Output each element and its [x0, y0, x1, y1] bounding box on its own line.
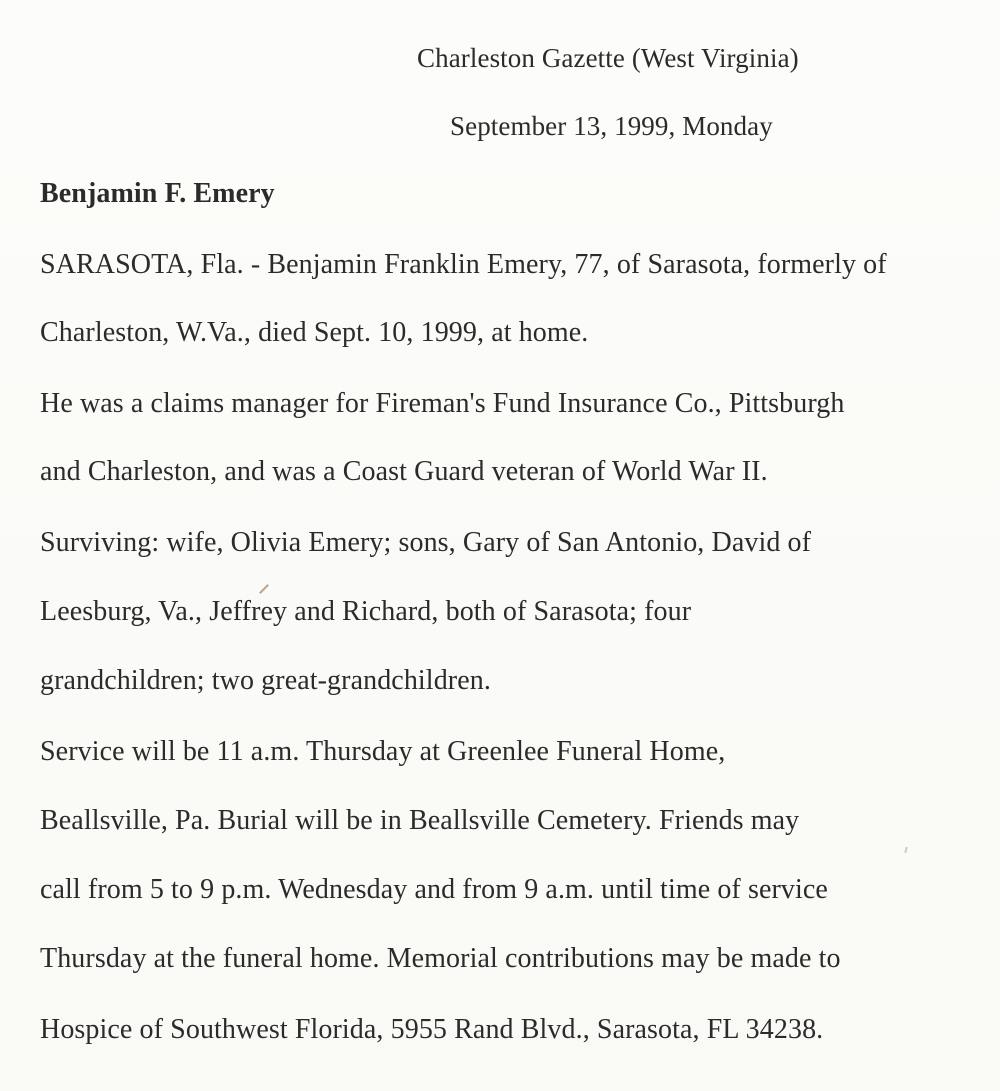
- obituary-line-3: He was a claims manager for Fireman's Fund Insurance Co., Pittsburgh: [40, 388, 845, 419]
- obituary-line-11: Thursday at the funeral home. Memorial contributions may be made to: [40, 943, 841, 974]
- publication-date: September 13, 1999, Monday: [450, 111, 773, 141]
- obituary-line-8: Service will be 11 a.m. Thursday at Greenlee Funeral Home,: [40, 736, 726, 767]
- obituary-line-6: Leesburg, Va., Jeffrey and Richard, both of Sarasota; four: [40, 596, 692, 627]
- obituary-line-7: grandchildren; two great-grandchildren.: [40, 665, 491, 696]
- obituary-line-1: SARASOTA, Fla. - Benjamin Franklin Emery, 77, of Sarasota, formerly of: [40, 249, 887, 280]
- paper-speck-mark: [904, 847, 907, 853]
- obituary-line-12: Hospice of Southwest Florida, 5955 Rand Blvd., Sarasota, FL 34238.: [40, 1014, 824, 1045]
- obituary-title: Benjamin F. Emery: [40, 178, 275, 209]
- obituary-line-5: Surviving: wife, Olivia Emery; sons, Gary of San Antonio, David of: [40, 527, 812, 558]
- paper-scratch-mark: [259, 584, 269, 594]
- obituary-line-2: Charleston, W.Va., died Sept. 10, 1999, at home.: [40, 317, 589, 348]
- obituary-line-9: Beallsville, Pa. Burial will be in Beallsville Cemetery. Friends may: [40, 805, 800, 836]
- obituary-line-4: and Charleston, and was a Coast Guard veteran of World War II.: [40, 456, 768, 487]
- publication-name: Charleston Gazette (West Virginia): [417, 43, 799, 73]
- obituary-line-10: call from 5 to 9 p.m. Wednesday and from 9 a.m. until time of service: [40, 874, 828, 905]
